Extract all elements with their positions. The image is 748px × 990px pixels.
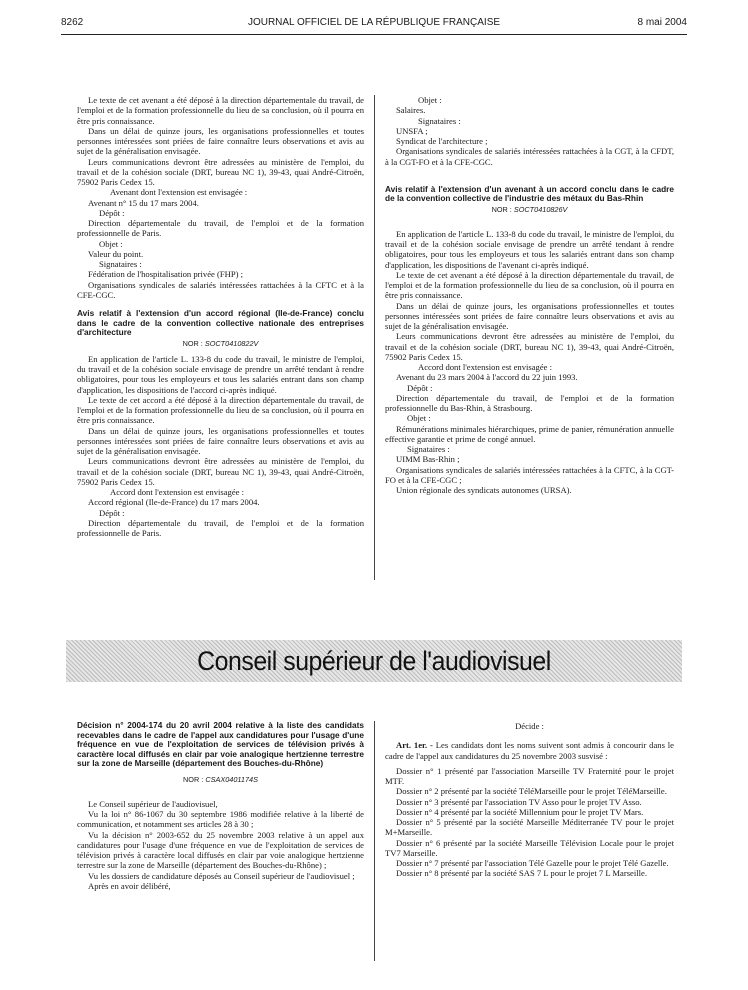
paragraph: Vu la décision n° 2003-652 du 25 novembre 2003 relative à un appel aux candidatures pour l'usage d'une fréquence en vue de l'exploitation de services de télévision privés à caractère local diffusés en clair par voie analogique hertzienne terrestre sur la zone de Marseille (département des Bouches-du-Rhône) ; <box>77 829 364 871</box>
paragraph: Salaires. <box>396 105 426 116</box>
column-right-top <box>385 95 674 495</box>
paragraph: UNSFA ; <box>396 125 428 136</box>
paragraph: Rémunérations minimales hiérarchiques, prime de panier, rémunération annuelle effective garantie et prime de congé annuel. <box>385 423 674 444</box>
nor-code: SOCT0410822V <box>204 338 259 348</box>
paragraph: Organisations syndicales de salariés intéressées rattachées à la CGT, à la CFDT, à la CGT-FO et à la CFE-CGC. <box>385 146 674 167</box>
notice-title: Avis relatif à l'extension d'un avenant à un accord conclu dans le cadre de la convention collective de l'industrie des métaux du Bas-Rhin <box>385 183 674 204</box>
paragraph: Fédération de l'hospitalisation privée (FHP) ; <box>88 269 244 280</box>
paragraph: En application de l'article L. 133-8 du code du travail, le ministre de l'emploi, du travail et de la cohésion sociale envisage de prendre un arrêté tendant à rendre obligatoires, pour tous les employeurs et tous les salariés entrant dans son champ d'application, les dispositions de l'avenant ci-après indiqué. <box>385 228 674 270</box>
nor-reference <box>77 339 364 349</box>
paragraph: Leurs communications devront être adressées au ministère de l'emploi, du travail et de la cohésion sociale (DRT, bureau NC 1), 39-43, quai André-Citroën, 75902 Paris Cedex 15. <box>385 331 674 362</box>
column-divider-bottom <box>374 721 375 961</box>
paragraph: Dans un délai de quinze jours, les organisations professionnelles et toutes personnes intéressées sont priées de faire connaître leurs observations et avis au sujet de la généralisation envisagée. <box>77 125 364 157</box>
paragraph: Signataires : <box>418 115 461 126</box>
paragraph: Le texte de cet accord a été déposé à la direction départementale du travail, de l'emploi et de la formation professionnelle du lieu de sa conclusion, où il pourra en être pris connaissance. <box>77 394 364 426</box>
paragraph: Le texte de cet avenant a été déposé à la direction départementale du travail, de l'emploi et de la formation professionnelle du lieu de sa conclusion, où il pourra en être pris connaissance. <box>77 95 364 126</box>
issue-date: 8 mai 2004 <box>637 17 687 28</box>
list-item: Dossier n° 4 présenté par la société Millennium pour le projet TV Mars. <box>396 806 644 817</box>
list-item: Dossier n° 8 présenté par la société SAS 7 L pour le projet 7 L Marseille. <box>396 868 647 879</box>
article-label: Art. 1er. - <box>396 740 433 751</box>
section-banner <box>66 640 682 682</box>
nor-reference <box>77 775 364 785</box>
paragraph: Dans un délai de quinze jours, les organisations professionnelles et toutes personnes intéressées sont priées de faire connaître leurs observations et avis au sujet de la généralisation envisagée. <box>385 300 674 332</box>
paragraph: Direction départementale du travail, de l'emploi et de la formation professionnelle de Paris. <box>77 517 364 539</box>
paragraph: Le texte de cet avenant a été déposé à la direction départementale du travail, de l'emploi et de la formation professionnelle du lieu de sa conclusion, où il pourra en être pris connaissance. <box>385 269 674 301</box>
nor-label: NOR : <box>183 774 204 784</box>
paragraph: Valeur du point. <box>88 248 144 259</box>
header-rule <box>61 34 687 35</box>
paragraph: Signataires : <box>407 444 450 455</box>
paragraph: Organisations syndicales de salariés intéressées rattachées à la CFTC et à la CFE-CGC. <box>77 279 364 300</box>
paragraph: Avenant du 23 mars 2004 à l'accord du 22 juin 1993. <box>396 372 578 383</box>
journal-title: JOURNAL OFFICIEL DE LA RÉPUBLIQUE FRANÇAISE <box>247 17 501 28</box>
paragraph: Vu la loi n° 86-1067 du 30 septembre 1986 modifiée relative à la liberté de communication, et notamment ses articles 28 à 30 ; <box>77 809 364 830</box>
paragraph: Union régionale des syndicats autonomes (URSA). <box>396 485 572 496</box>
paragraph: Après en avoir délibéré, <box>88 880 171 891</box>
notice-title: Avis relatif à l'extension d'un accord régional (Ile-de-France) conclu dans le cadre de la convention collective nationale des entreprises d'architecture <box>77 308 364 338</box>
paragraph: Dans un délai de quinze jours, les organisations professionnelles et toutes personnes intéressées sont priées de faire connaître leurs observations et avis au sujet de la généralisation envisagée. <box>77 425 364 457</box>
paragraph: Accord régional (Ile-de-France) du 17 mars 2004. <box>88 497 260 508</box>
paragraph: Accord dont l'extension est envisagée : <box>110 487 244 498</box>
nor-code: CSAX0401174S <box>205 774 258 784</box>
paragraph: Direction départementale du travail, de l'emploi et de la formation professionnelle du Bas-Rhin, à Strasbourg. <box>385 392 674 414</box>
nor-reference <box>385 205 674 215</box>
decide-label: Décide : <box>515 721 544 731</box>
article-text: Les candidats dont les noms suivent sont admis à concourir dans le cadre de l'appel aux candidatures du 25 novembre 2003 susvisé : <box>385 740 674 761</box>
paragraph: Dépôt : <box>99 507 125 518</box>
paragraph: Objet : <box>407 413 431 424</box>
list-item: Dossier n° 7 présenté par l'association Télé Gazelle pour le projet Télé Gazelle. <box>396 858 669 868</box>
paragraph: Objet : <box>418 95 442 105</box>
list-item: Dossier n° 6 présenté par la société Marseille Télévision Locale pour le projet TV7 Marseille. <box>385 837 674 858</box>
section-title: Conseil supérieur de l'audiovisuel <box>197 646 551 676</box>
paragraph: Dépôt : <box>407 382 433 393</box>
paragraph: Leurs communications devront être adressées au ministère de l'emploi, du travail et de la cohésion sociale (DRT, bureau NC 1), 39-43, quai André-Citroën, 75902 Paris Cedex 15. <box>77 456 364 487</box>
paragraph: Syndicat de l'architecture ; <box>396 136 488 146</box>
paragraph: Avenant n° 15 du 17 mars 2004. <box>88 197 199 208</box>
decision-title: Décision n° 2004-174 du 20 avril 2004 relative à la liste des candidats recevables dans le cadre de l'appel aux candidatures pour l'usage d'une fréquence en vue de l'exploitation de services de télévision privés à caractère local diffusés en clair par voie analogique hertzienne terrestre sur la zone de Marseille (département des Bouches-du-Rhône) <box>77 720 364 769</box>
paragraph: UIMM Bas-Rhin ; <box>396 454 460 465</box>
paragraph: Dépôt : <box>99 207 125 218</box>
paragraph: Le Conseil supérieur de l'audiovisuel, <box>88 798 218 809</box>
nor-code: SOCT0410826V <box>513 204 568 214</box>
paragraph: Accord dont l'extension est envisagée : <box>418 362 552 373</box>
article-1 <box>385 740 674 761</box>
list-item: Dossier n° 3 présenté par l'association TV Asso pour le projet TV Asso. <box>396 796 642 807</box>
paragraph: Leurs communications devront être adressées au ministère de l'emploi, du travail et de la cohésion sociale (DRT, bureau NC 1), 39-43, quai André-Citroën, 75902 Paris Cedex 15. <box>77 156 364 187</box>
list-item: Dossier n° 5 présenté par la société Marseille Méditerranée TV pour le projet M+Marseille. <box>385 817 674 838</box>
column-left-top <box>77 95 364 538</box>
paragraph: Organisations syndicales de salariés intéressées rattachées à la CFTC, à la CGT-FO et à la CFE-CGC ; <box>385 464 674 485</box>
paragraph: Avenant dont l'extension est envisagée : <box>110 187 248 198</box>
list-item: Dossier n° 1 présenté par l'association Marseille TV Fraternité pour le projet MTF. <box>385 765 674 786</box>
paragraph: Direction départementale du travail, de l'emploi et de la formation professionnelle de Paris. <box>77 218 364 239</box>
paragraph: Signataires : <box>99 259 142 269</box>
nor-label: NOR : <box>491 204 512 214</box>
nor-label: NOR : <box>182 338 203 348</box>
column-left-bottom <box>77 721 364 891</box>
paragraph: Vu les dossiers de candidature déposés au Conseil supérieur de l'audiovisuel ; <box>88 870 355 881</box>
paragraph: En application de l'article L. 133-8 du code du travail, le ministre de l'emploi, du travail et de la cohésion sociale envisage de prendre un arrêté tendant à rendre obligatoires, pour tous les employeurs et tous les salariés entrant dans son champ d'application, les dispositions de l'accord ci-après indiqué. <box>77 353 364 395</box>
paragraph: Objet : <box>99 238 123 249</box>
page-number: 8262 <box>61 17 84 28</box>
column-divider-top <box>374 95 375 580</box>
page-header <box>61 17 687 31</box>
column-right-bottom <box>385 721 674 879</box>
list-item: Dossier n° 2 présenté par la société TéléMarseille pour le projet TéléMarseille. <box>396 786 667 797</box>
